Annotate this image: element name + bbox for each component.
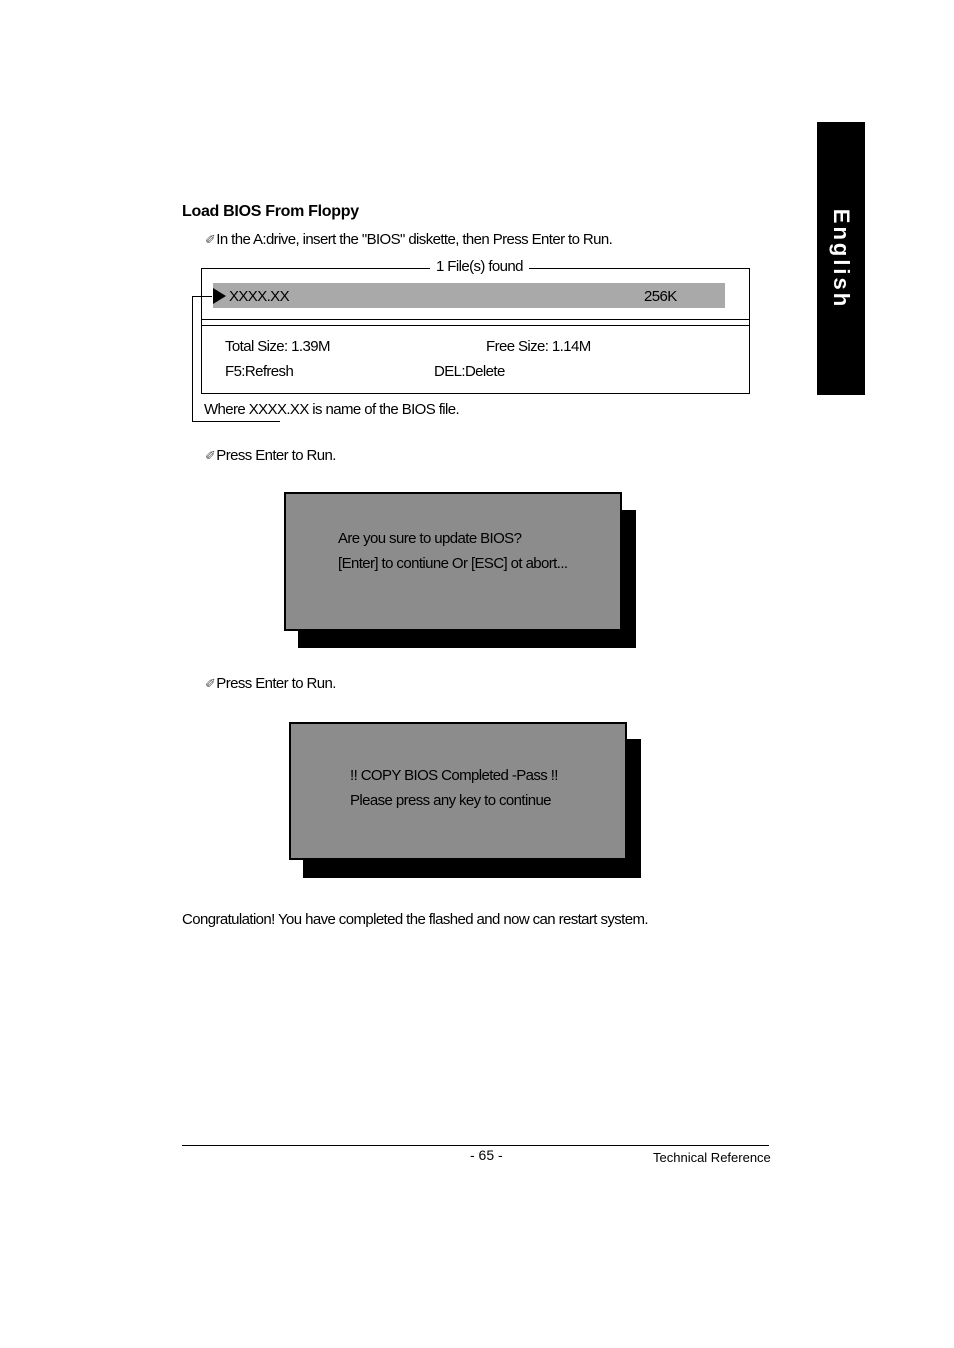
callout-line-bottom <box>192 421 280 422</box>
complete-message: !! COPY BIOS Completed -Pass !! <box>350 767 558 784</box>
file-name: XXXX.XX <box>229 288 289 305</box>
instruction-press-enter-text: Press Enter to Run. <box>216 675 336 692</box>
delete-hotkey[interactable]: DEL:Delete <box>434 363 505 380</box>
pencil-icon: ✐ <box>205 232 216 247</box>
dialog-divider-bottom <box>202 325 749 326</box>
total-size: Total Size: 1.39M <box>225 338 330 355</box>
complete-prompt: Please press any key to continue <box>350 792 551 809</box>
complete-dialog <box>289 722 627 860</box>
free-size: Free Size: 1.14M <box>486 338 591 355</box>
confirm-question: Are you sure to update BIOS? <box>338 530 522 547</box>
refresh-hotkey[interactable]: F5:Refresh <box>225 363 294 380</box>
arrow-right-icon <box>213 288 226 304</box>
language-tab <box>817 122 865 395</box>
instruction-press-enter-1 <box>205 447 336 464</box>
dialog-divider-top <box>202 319 749 320</box>
file-size: 256K <box>644 288 677 305</box>
callout-note: Where XXXX.XX is name of the BIOS file. <box>204 401 460 418</box>
closing-text: Congratulation! You have completed the flashed and now can restart system. <box>182 911 648 928</box>
confirm-options: [Enter] to contiune Or [ESC] ot abort... <box>338 555 568 572</box>
instruction-insert-text: In the A:drive, insert the "BIOS" diskette, then Press Enter to Run. <box>216 231 613 248</box>
instruction-insert-diskette <box>205 231 612 248</box>
footer-rule <box>182 1145 769 1146</box>
language-tab-label: English <box>829 208 854 309</box>
pencil-icon: ✐ <box>205 676 216 691</box>
page-number: - 65 - <box>470 1147 503 1163</box>
callout-line-vertical <box>192 296 193 421</box>
instruction-press-enter-2 <box>205 675 336 692</box>
section-title: Load BIOS From Floppy <box>182 203 359 220</box>
running-footer: Technical Reference <box>653 1150 771 1165</box>
callout-line-top <box>192 296 212 297</box>
pencil-icon: ✐ <box>205 448 216 463</box>
file-count-caption: 1 File(s) found <box>430 258 529 275</box>
instruction-press-enter-text: Press Enter to Run. <box>216 447 336 464</box>
